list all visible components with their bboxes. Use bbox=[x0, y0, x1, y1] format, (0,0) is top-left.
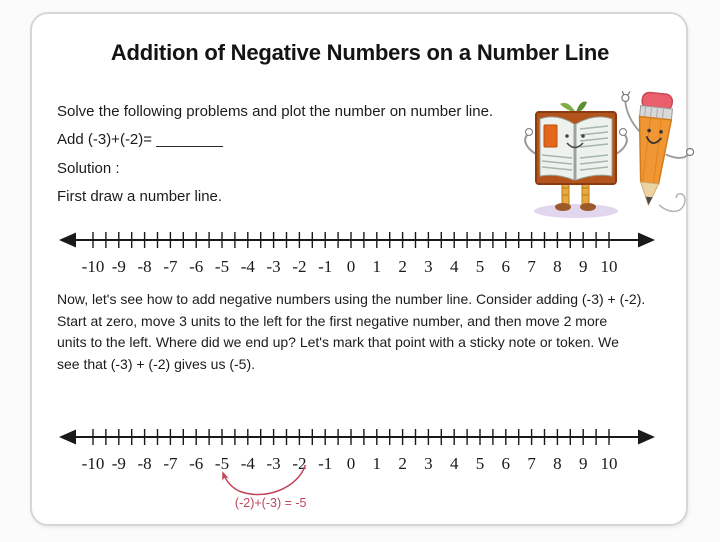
pencil-body bbox=[633, 117, 672, 185]
tick-label: 9 bbox=[578, 257, 588, 276]
tick-label: 7 bbox=[527, 257, 536, 276]
tick-label: -2 bbox=[292, 454, 307, 473]
tick-label: -7 bbox=[163, 257, 178, 276]
tick-label: -6 bbox=[189, 454, 204, 473]
tick-label: 4 bbox=[449, 454, 459, 473]
pencil-squiggle bbox=[659, 194, 685, 212]
book-right-leg bbox=[582, 182, 589, 206]
book-page-picture bbox=[544, 125, 557, 147]
tick-label: -10 bbox=[81, 257, 105, 276]
tick-label: 2 bbox=[398, 454, 407, 473]
book-left-shoe bbox=[555, 203, 571, 211]
page-title: Addition of Negative Numbers on a Number Line bbox=[110, 40, 610, 65]
book-left-arm bbox=[525, 134, 536, 154]
explanation-line: Start at zero, move 3 units to the left for the first negative number, and then move 2 more bbox=[57, 312, 608, 329]
tick-label: 4 bbox=[449, 257, 459, 276]
tick-label: -3 bbox=[266, 454, 281, 473]
explanation-line: units to the left. Where did we end up? Let's mark that point with a sticky note or token. We bbox=[57, 334, 619, 350]
tick-label: -10 bbox=[81, 454, 105, 473]
tick-label: 8 bbox=[553, 257, 562, 276]
pencil-character-illustration bbox=[609, 91, 695, 221]
arrow-right bbox=[638, 430, 655, 445]
tick-label: -4 bbox=[240, 454, 255, 473]
problem-statement: Add (-3)+(-2)= ________ bbox=[57, 131, 223, 148]
tick-label: -1 bbox=[318, 257, 333, 276]
book-left-leg bbox=[562, 182, 569, 206]
tick-label: 5 bbox=[475, 257, 485, 276]
tick-label: -3 bbox=[266, 257, 281, 276]
tick-label: -9 bbox=[111, 257, 126, 276]
tick-label: -8 bbox=[137, 257, 152, 276]
tick-label: -5 bbox=[214, 454, 230, 473]
tick-label: 10 bbox=[600, 454, 618, 473]
tick-label: -4 bbox=[240, 257, 255, 276]
book-shadow bbox=[534, 204, 618, 218]
number-line-bottom-with-annotation bbox=[57, 423, 657, 527]
instruction-text: Solve the following problems and plot the number on number line. bbox=[57, 103, 494, 120]
tick-label: 6 bbox=[501, 257, 511, 276]
step-text: First draw a number line. bbox=[57, 188, 223, 205]
tick-label: 1 bbox=[372, 454, 382, 473]
number-line-top bbox=[57, 226, 657, 278]
tick-label: 9 bbox=[578, 454, 588, 473]
book-eye bbox=[581, 134, 585, 138]
tick-label: -2 bbox=[292, 257, 307, 276]
book-eye bbox=[565, 134, 569, 138]
tick-label: 5 bbox=[475, 454, 485, 473]
tick-label: 3 bbox=[424, 257, 433, 276]
explanation-line: see that (-3) + (-2) gives us (-5). bbox=[57, 355, 256, 372]
tick-label: -8 bbox=[137, 454, 152, 473]
tick-label: 0 bbox=[346, 257, 356, 276]
tick-label: 6 bbox=[501, 454, 511, 473]
pencil-right-glove bbox=[686, 148, 694, 156]
explanation-paragraph bbox=[57, 289, 682, 375]
tick-label: -1 bbox=[318, 454, 333, 473]
tick-label: 8 bbox=[553, 454, 562, 473]
arrow-right bbox=[638, 233, 655, 248]
book-left-glove bbox=[526, 129, 533, 136]
tick-label: 10 bbox=[600, 257, 618, 276]
tick-label: 1 bbox=[372, 257, 382, 276]
tick-label: 3 bbox=[424, 454, 433, 473]
tick-label: 7 bbox=[527, 454, 536, 473]
book-right-shoe bbox=[580, 203, 596, 211]
arrow-left bbox=[59, 233, 76, 248]
arrow-left bbox=[59, 430, 76, 445]
tick-label: -9 bbox=[111, 454, 126, 473]
solution-label: Solution : bbox=[57, 160, 120, 177]
tick-label: -5 bbox=[214, 257, 230, 276]
explanation-line: Now, let's see how to add negative numbers using the number line. Consider adding (-3) + (-2). bbox=[57, 291, 646, 307]
tick-label: -6 bbox=[189, 257, 204, 276]
tick-label: -7 bbox=[163, 454, 178, 473]
tick-label: 2 bbox=[398, 257, 407, 276]
arc-annotation-label: (-2)+(-3) = -5 bbox=[234, 496, 307, 510]
tick-label: 0 bbox=[346, 454, 356, 473]
